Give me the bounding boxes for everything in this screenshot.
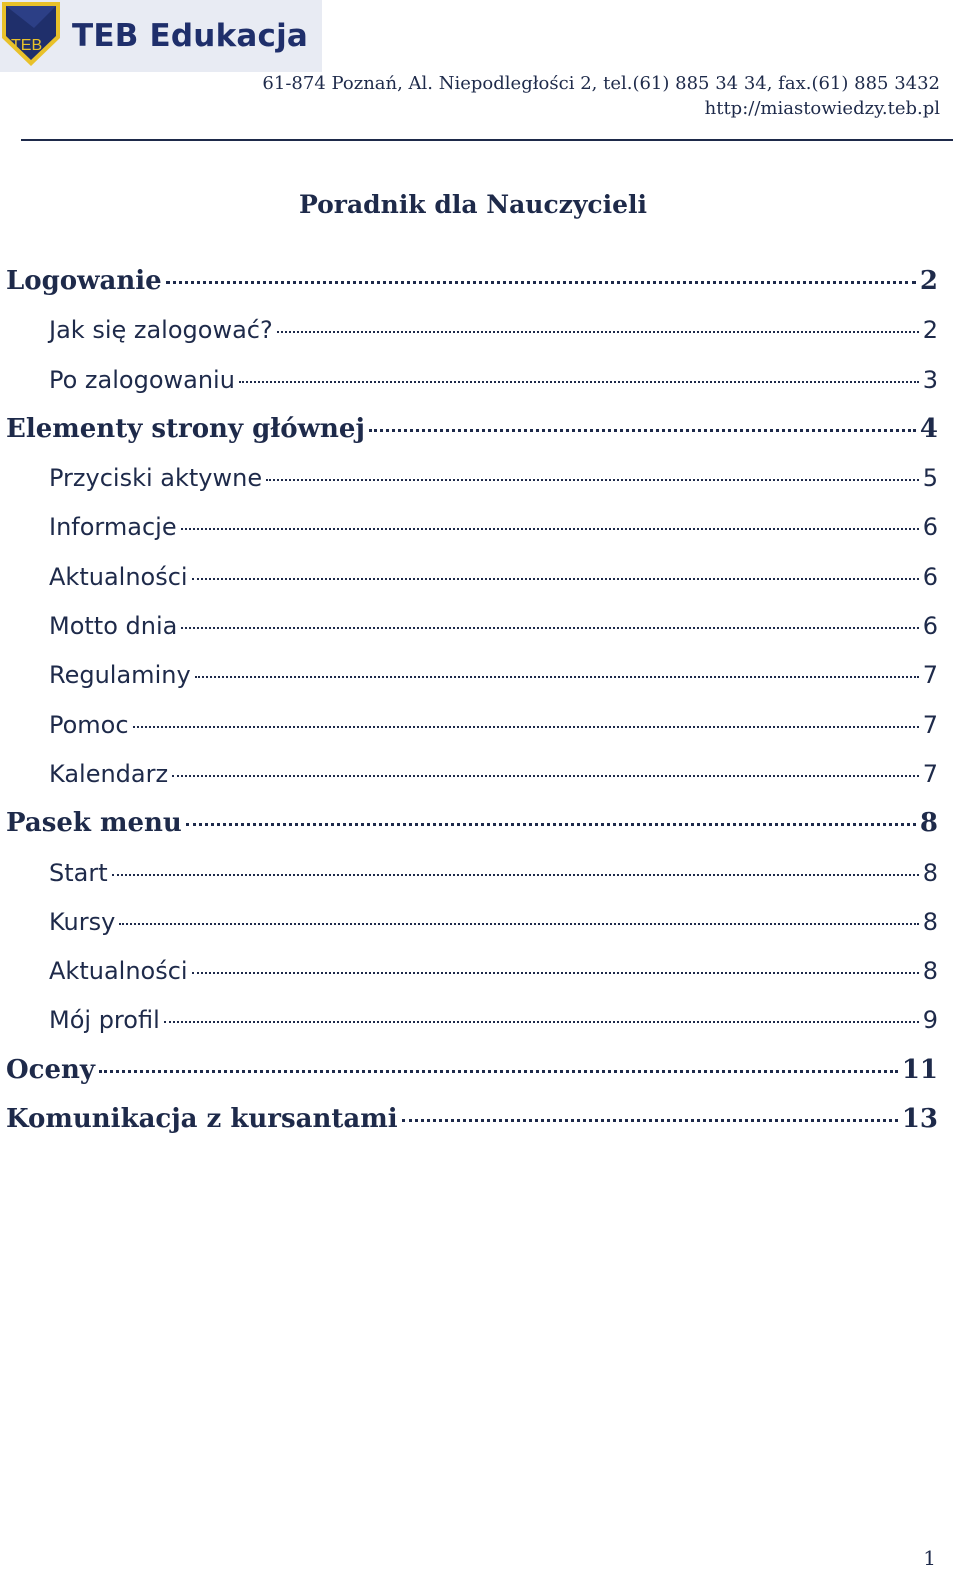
toc-dot-leader (133, 725, 919, 728)
toc-entry-page: 6 (922, 562, 938, 591)
toc-entry-label: Aktualności (49, 562, 188, 591)
toc-entry-page: 6 (922, 513, 938, 542)
toc-entry-label: Informacje (49, 513, 177, 542)
toc-entry-page: 4 (919, 413, 938, 444)
toc-dot-leader (195, 675, 919, 678)
toc-entry-page: 7 (922, 661, 938, 690)
toc-entry-label: Motto dnia (49, 612, 178, 641)
toc-entry[interactable] (6, 461, 938, 510)
toc-entry-label: Aktualności (49, 957, 188, 986)
toc-entry[interactable] (6, 560, 938, 609)
toc-dot-leader (192, 971, 919, 974)
toc-entry-page: 6 (922, 612, 938, 641)
toc-entry[interactable] (6, 1003, 938, 1052)
toc-entry-label: Mój profil (49, 1006, 160, 1035)
toc-entry-label: Start (49, 858, 108, 887)
toc-entry-page: 2 (919, 266, 938, 296)
toc-dot-leader (181, 527, 919, 530)
toc-entry[interactable] (6, 806, 938, 855)
toc-entry[interactable] (6, 363, 938, 412)
toc-entry-page: 2 (922, 316, 938, 345)
toc-entry[interactable] (6, 856, 938, 905)
address-line: 61-874 Poznań, Al. Niepodległości 2, tel.(61) 885 34 34, fax.(61) 885 3432 (262, 73, 940, 94)
toc-entry-label: Regulaminy (49, 661, 191, 690)
toc-entry-label: Kursy (49, 907, 116, 936)
toc-entry[interactable] (6, 510, 938, 559)
toc-entry[interactable] (6, 757, 938, 806)
toc-dot-leader (112, 873, 919, 876)
table-of-contents (6, 264, 938, 1151)
toc-entry-page: 3 (922, 365, 938, 394)
toc-dot-leader (192, 577, 919, 580)
toc-dot-leader (119, 922, 918, 925)
toc-entry-page: 11 (901, 1054, 938, 1085)
toc-entry-page: 9 (922, 1006, 938, 1035)
toc-dot-leader (402, 1118, 898, 1122)
toc-entry-label: Przyciski aktywne (49, 464, 263, 493)
toc-entry-page: 13 (901, 1104, 938, 1135)
toc-entry-label: Oceny (6, 1054, 96, 1085)
logo-wordmark: TEB Edukacja (72, 18, 309, 54)
toc-entry-page: 8 (922, 907, 938, 936)
toc-entry-page: 8 (922, 957, 938, 986)
toc-entry[interactable] (6, 313, 938, 362)
toc-entry[interactable] (6, 264, 938, 313)
toc-entry-label: Elementy strony głównej (6, 413, 365, 444)
header-divider (21, 139, 953, 141)
toc-entry-label: Logowanie (6, 266, 162, 296)
toc-entry[interactable] (6, 609, 938, 658)
toc-dot-leader (164, 1020, 919, 1023)
toc-dot-leader (186, 822, 916, 826)
toc-entry[interactable] (6, 954, 938, 1003)
toc-dot-leader (239, 380, 919, 383)
toc-entry-label: Pasek menu (6, 808, 182, 839)
toc-entry-page: 7 (922, 759, 938, 788)
toc-dot-leader (99, 1069, 898, 1073)
toc-entry-page: 8 (922, 858, 938, 887)
toc-entry[interactable] (6, 708, 938, 757)
toc-entry[interactable] (6, 905, 938, 954)
toc-entry-label: Po zalogowaniu (49, 365, 235, 394)
website-link[interactable]: http://miastowiedzy.teb.pl (704, 98, 940, 119)
page-number: 1 (923, 1546, 936, 1570)
teb-logo (0, 0, 322, 72)
toc-entry[interactable] (6, 1102, 938, 1151)
toc-entry[interactable] (6, 412, 938, 461)
toc-entry[interactable] (6, 658, 938, 707)
toc-dot-leader (277, 330, 919, 333)
toc-dot-leader (166, 280, 916, 284)
toc-entry-label: Pomoc (49, 710, 129, 739)
toc-entry-label: Komunikacja z kursantami (6, 1104, 398, 1135)
toc-entry[interactable] (6, 1053, 938, 1102)
logo-badge-text: TEB (11, 37, 43, 54)
document-title: Poradnik dla Nauczycieli (298, 190, 648, 219)
toc-entry-page: 5 (922, 464, 938, 493)
toc-dot-leader (172, 774, 919, 777)
toc-entry-label: Jak się zalogować? (49, 316, 273, 345)
toc-dot-leader (181, 626, 918, 629)
toc-entry-page: 8 (919, 808, 938, 839)
toc-entry-label: Kalendarz (49, 759, 169, 788)
toc-dot-leader (266, 478, 919, 481)
toc-dot-leader (369, 428, 916, 432)
teb-shield-icon (0, 0, 72, 72)
toc-entry-page: 7 (922, 710, 938, 739)
